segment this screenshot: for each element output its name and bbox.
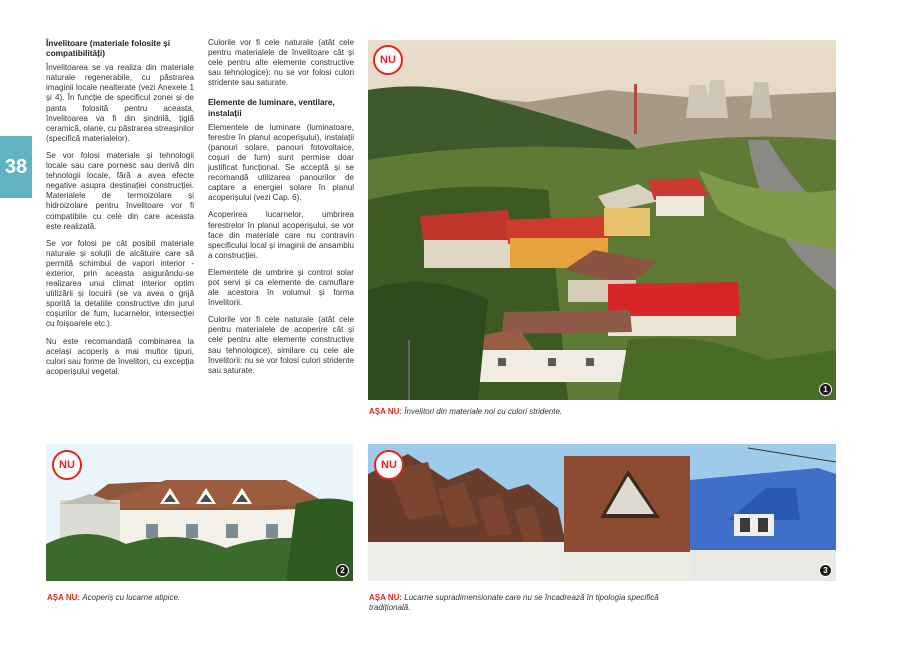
paragraph: Nu este recomandată combinarea la același acoperiș a mai multor tipuri, culori sau forme de învelitori, cu excepția acoperișului vegetal. bbox=[46, 336, 194, 376]
section-heading-roofing: Învelitoare (materiale folosite și compatibilități) bbox=[46, 38, 171, 59]
section-heading-lighting: Elemente de luminare, ventilare, instalații bbox=[208, 97, 335, 118]
paragraph: Culorile vor fi cele naturale (atât cele pentru materialele de acoperire cât și cele pentru alte elemente constructive sau tehnologice), similare cu cele ale învelitorii: nu se vor folosi culori stridente sau saturate. bbox=[208, 315, 354, 375]
paragraph: Culorile vor fi cele naturale (atât cele pentru materialele de învelitoare cât și cele pentru alte elemente constructive sau tehnologice): nu se vor folosi culori stridente sau saturate. bbox=[208, 38, 354, 88]
paragraph: Acoperirea lucarnelor, umbrirea ferestrelor în planul acoperișului, se vor face din materiale care nu contravin specificului local și imaginii de ansamblu a construcției. bbox=[208, 210, 354, 260]
caption-text: Acoperiș cu lucarne atipice. bbox=[82, 593, 181, 602]
page-number-tab: 38 bbox=[0, 136, 32, 198]
village-landscape-image bbox=[368, 40, 836, 400]
paragraph: Se vor folosi pe cât posibil materiale naturale și soluții de alcătuire care să permită schimbul de vapori interior - exterior, prin aceasta asigurându-se realizarea unui climat interior optim utilizării și locuirii (se va avea o grijă sporită la detaliile constructive din jurul coșurilor de fum, lucarnelor, intersecției cu foișoarele etc.). bbox=[46, 238, 194, 329]
paragraph: Elementele de umbrire și control solar pot servi și ca elemente de camuflare ale acestora în volumul și forma învelitorii. bbox=[208, 267, 354, 308]
text-column-1 bbox=[46, 38, 194, 384]
nu-badge: NU bbox=[374, 450, 404, 480]
dormer-roof-image bbox=[46, 444, 353, 581]
caption-text: Lucarne supradimensionate care nu se încadrează în tipologia specifică tradițională. bbox=[369, 593, 659, 612]
photo-caption bbox=[369, 407, 829, 417]
photo-number: 3 bbox=[819, 564, 832, 577]
caption-label: AȘA NU: bbox=[47, 593, 81, 602]
photo-oversized-dormers bbox=[368, 444, 836, 581]
caption-label: AȘA NU: bbox=[369, 593, 403, 602]
paragraph: Se vor folosi materiale și tehnologii locale sau care pornesc sau derivă din tehnologii locale, fără a avea efecte negative asupra destinației construcției. Materialele de termoizolare și hidroizolare pentru învelitoare vor fi compatibile cu cele din care aceasta este realizată. bbox=[46, 150, 194, 231]
photo-village-panorama bbox=[368, 40, 836, 400]
nu-badge: NU bbox=[373, 45, 403, 75]
photo-number: 1 bbox=[819, 383, 832, 396]
caption-text: Învelitori din materiale noi cu culori stridente. bbox=[404, 407, 563, 416]
nu-badge: NU bbox=[52, 450, 82, 480]
photo-caption bbox=[47, 593, 347, 603]
paragraph: Învelitoarea se va realiza din materiale naturale regenerabile, cu păstrarea imaginii locale nealterate (vezi Anexele 1 și 4). În funcție de specificul zonei și de panta folosită pentru aceasta, învelitoarea va fi din șindrilă, țiglă ceramică, olane, cu păstrarea streașinilor (specifică materialelor). bbox=[46, 63, 195, 143]
oversized-dormers-image bbox=[368, 444, 836, 581]
paragraph: Elementele de luminare (luminatoare, ferestre în planul acoperișului), instalații (panouri solare, panouri fotovoltaice, coșuri de fum) sunt permise doar justificat funcțional. Se acceptă și se recomandă utilizarea panourilor de captare a energiei solare în planul acoperișului (vezi Cap. 6). bbox=[208, 122, 354, 203]
caption-label: AȘA NU: bbox=[369, 407, 403, 416]
photo-caption bbox=[369, 593, 669, 613]
photo-number: 2 bbox=[336, 564, 349, 577]
text-column-2 bbox=[208, 38, 354, 383]
photo-atypical-dormers bbox=[46, 444, 353, 581]
